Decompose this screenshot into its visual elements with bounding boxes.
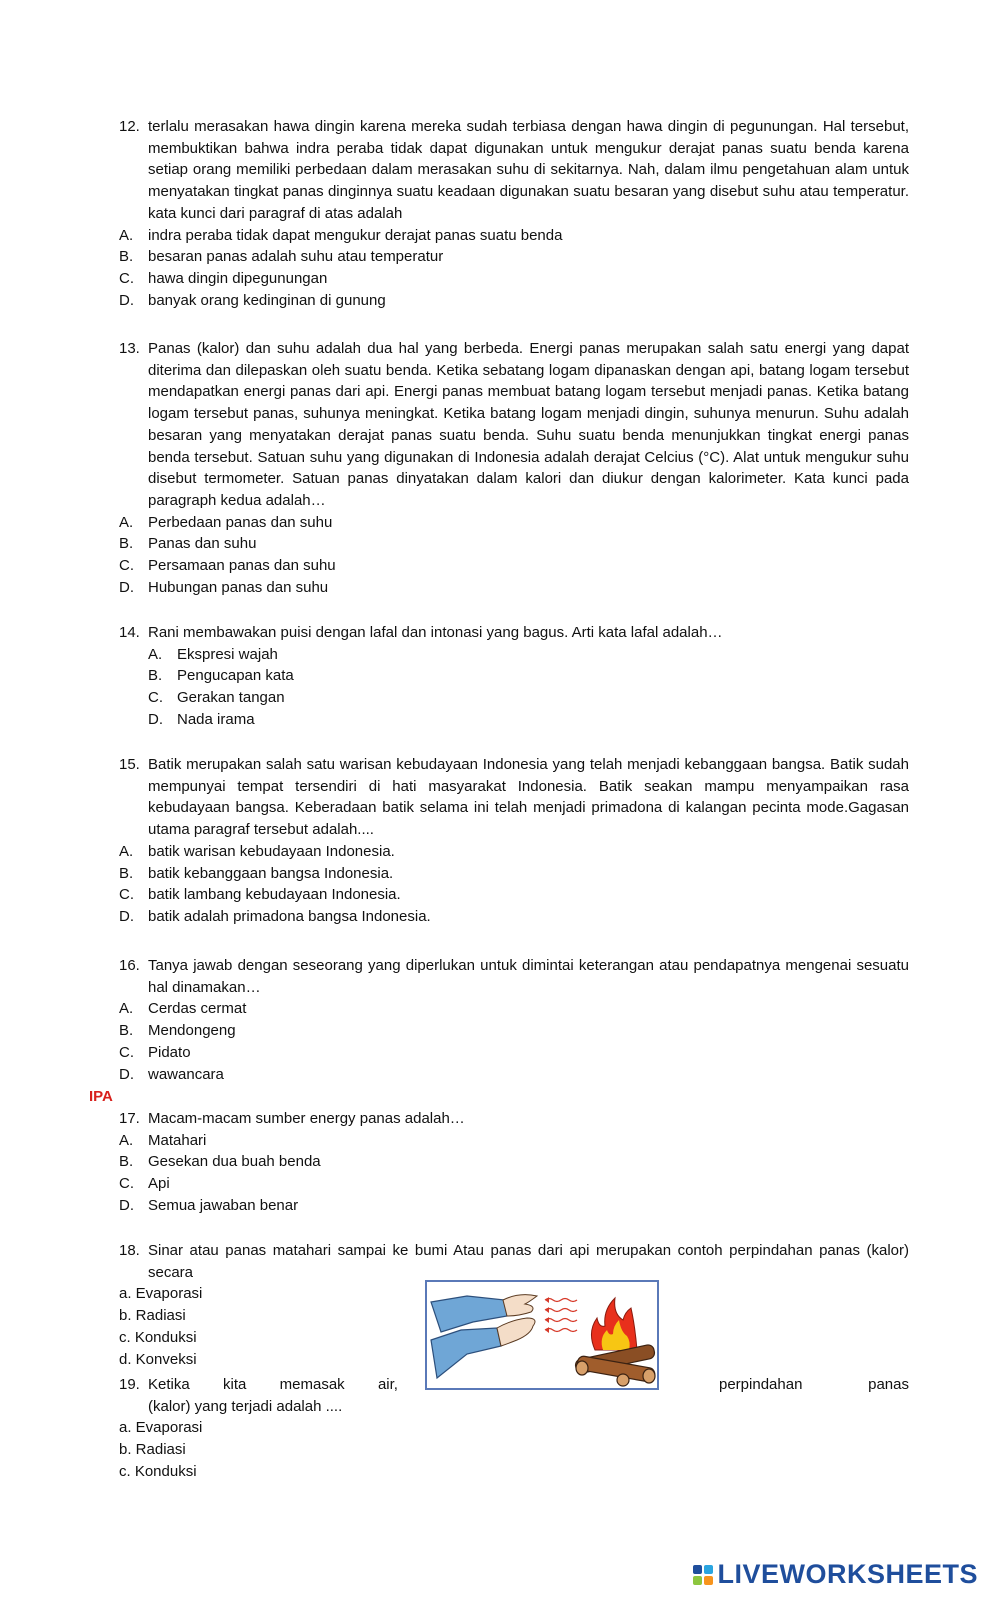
option-b: B. Pengucapan kata	[148, 667, 294, 685]
question-15	[119, 754, 909, 928]
option-d: D. Nada irama	[148, 710, 255, 728]
question-text-continued: (kalor) yang terjadi adalah ....	[148, 1397, 343, 1415]
question-12	[119, 116, 909, 311]
liveworksheets-logo-icon	[693, 1565, 713, 1585]
liveworksheets-logo	[693, 1559, 978, 1590]
campfire-radiation-illustration	[425, 1280, 659, 1390]
option-d: D. batik adalah primadona bangsa Indonesia.	[119, 907, 431, 925]
question-text: terlalu merasakan hawa dingin karena mereka sudah terbiasa dengan hawa dingin di pegunungan. Hal tersebut, membuktikan bahwa indra peraba tidak dapat digunakan untuk mengukur derajat panas suatu benda karena setiap orang memiliki perbedaan dalam merasakan suhu di sekitarnya. Nah, dalam ilmu pengetahuan alam untuk menyatakan tingkat panas dinginnya suatu keadaan digunakan suatu besaran yang disebut suhu atau temperatur. kata kunci dari paragraf di atas adalah	[148, 118, 909, 222]
question-16	[119, 955, 909, 1085]
section-label-ipa: IPA	[89, 1088, 113, 1105]
question-number: 18.	[119, 1242, 140, 1259]
option-c: c. Konduksi	[119, 1462, 197, 1480]
option-b: B. batik kebanggaan bangsa Indonesia.	[119, 864, 394, 882]
question-17	[119, 1108, 909, 1217]
question-text: Panas (kalor) dan suhu adalah dua hal yang berbeda. Energi panas merupakan salah satu energi yang dapat diterima dan dilepaskan oleh suatu benda. Ketika sebatang logam dipanaskan dengan api, batang logam tersebut mendapatkan energi panas dari api. Energi panas membuat batang logam tersebut menjadi panas. Ketika batang logam tersebut panas, suhunya meningkat. Ketika batang logam menjadi dingin, suhunya menurun. Suhu adalah besaran yang menyatakan derajat panas suatu benda. Suhu suatu benda menunjukkan tingkat energi panas benda tersebut. Satuan suhu yang digunakan di Indonesia adalah derajat Celcius (°C). Alat untuk mengukur suhu disebut termometer. Satuan panas dinyatakan dalam kalori dan diukur dengan kalorimeter. Kata kunci pada paragraph kedua adalah…	[148, 340, 909, 509]
brand-name: LIVEWORKSHEETS	[717, 1559, 978, 1589]
question-number: 17.	[119, 1110, 140, 1127]
question-number: 13.	[119, 340, 140, 357]
question-text: Tanya jawab dengan seseorang yang diperlukan untuk dimintai keterangan atau pendapatnya mengenai sesuatu hal dinamakan…	[148, 957, 909, 996]
question-text-start: Ketika kita memasak air,	[148, 1376, 398, 1393]
option-c: C. hawa dingin dipegunungan	[119, 269, 328, 287]
option-a: A. batik warisan kebudayaan Indonesia.	[119, 842, 395, 860]
option-b: B. Mendongeng	[119, 1022, 236, 1040]
question-number: 12.	[119, 118, 140, 135]
question-text-end: perpindahan panas	[719, 1376, 909, 1393]
option-b: B. besaran panas adalah suhu atau temperatur	[119, 248, 444, 266]
question-text: Rani membawakan puisi dengan lafal dan intonasi yang bagus. Arti kata lafal adalah…	[148, 624, 723, 641]
question-13	[119, 338, 909, 598]
option-d: D. banyak orang kedinginan di gunung	[119, 291, 386, 309]
option-c: C. Gerakan tangan	[148, 689, 285, 707]
option-a: A. indra peraba tidak dapat mengukur derajat panas suatu benda	[119, 226, 563, 244]
option-b: b. Radiasi	[119, 1307, 186, 1325]
campfire-hands-image	[427, 1282, 657, 1388]
option-c: C. Api	[119, 1175, 170, 1193]
option-d: D. Hubungan panas dan suhu	[119, 578, 329, 596]
option-b: b. Radiasi	[119, 1441, 186, 1459]
option-a: A. Cerdas cermat	[119, 1000, 247, 1018]
option-d: D. Semua jawaban benar	[119, 1196, 299, 1214]
option-c: c. Konduksi	[119, 1328, 197, 1346]
question-number: 14.	[119, 624, 140, 641]
option-b: B. Gesekan dua buah benda	[119, 1153, 321, 1171]
option-d: D. wawancara	[119, 1065, 224, 1083]
question-number: 16.	[119, 957, 140, 974]
question-text: Sinar atau panas matahari sampai ke bumi Atau panas dari api merupakan contoh perpindahan panas (kalor) secara	[148, 1242, 909, 1281]
option-a: A. Perbedaan panas dan suhu	[119, 513, 333, 531]
option-a: a. Evaporasi	[119, 1285, 203, 1303]
option-c: C. Pidato	[119, 1043, 191, 1061]
option-a: a. Evaporasi	[119, 1419, 203, 1437]
option-a: A. Matahari	[119, 1131, 207, 1149]
question-text: Batik merupakan salah satu warisan kebudayaan Indonesia yang telah menjadi kebanggaan bangsa. Batik sudah mempunyai tempat tersendiri di hati masyarakat Indonesia. Batik seakan mampu menyampaikan rasa kebudayaan bangsa. Keberadaan batik selama ini telah menjadi primadona di kalangan pecinta mode.Gagasan utama paragraf tersebut adalah....	[148, 756, 909, 839]
question-number: 15.	[119, 756, 140, 773]
question-number: 19.	[119, 1376, 140, 1393]
question-text: Macam-macam sumber energy panas adalah…	[148, 1110, 465, 1127]
option-d: d. Konveksi	[119, 1350, 197, 1368]
option-c: C. batik lambang kebudayaan Indonesia.	[119, 886, 401, 904]
option-b: B. Panas dan suhu	[119, 535, 257, 553]
option-c: C. Persamaan panas dan suhu	[119, 557, 336, 575]
question-14	[119, 622, 909, 731]
option-a: A. Ekspresi wajah	[148, 645, 278, 663]
